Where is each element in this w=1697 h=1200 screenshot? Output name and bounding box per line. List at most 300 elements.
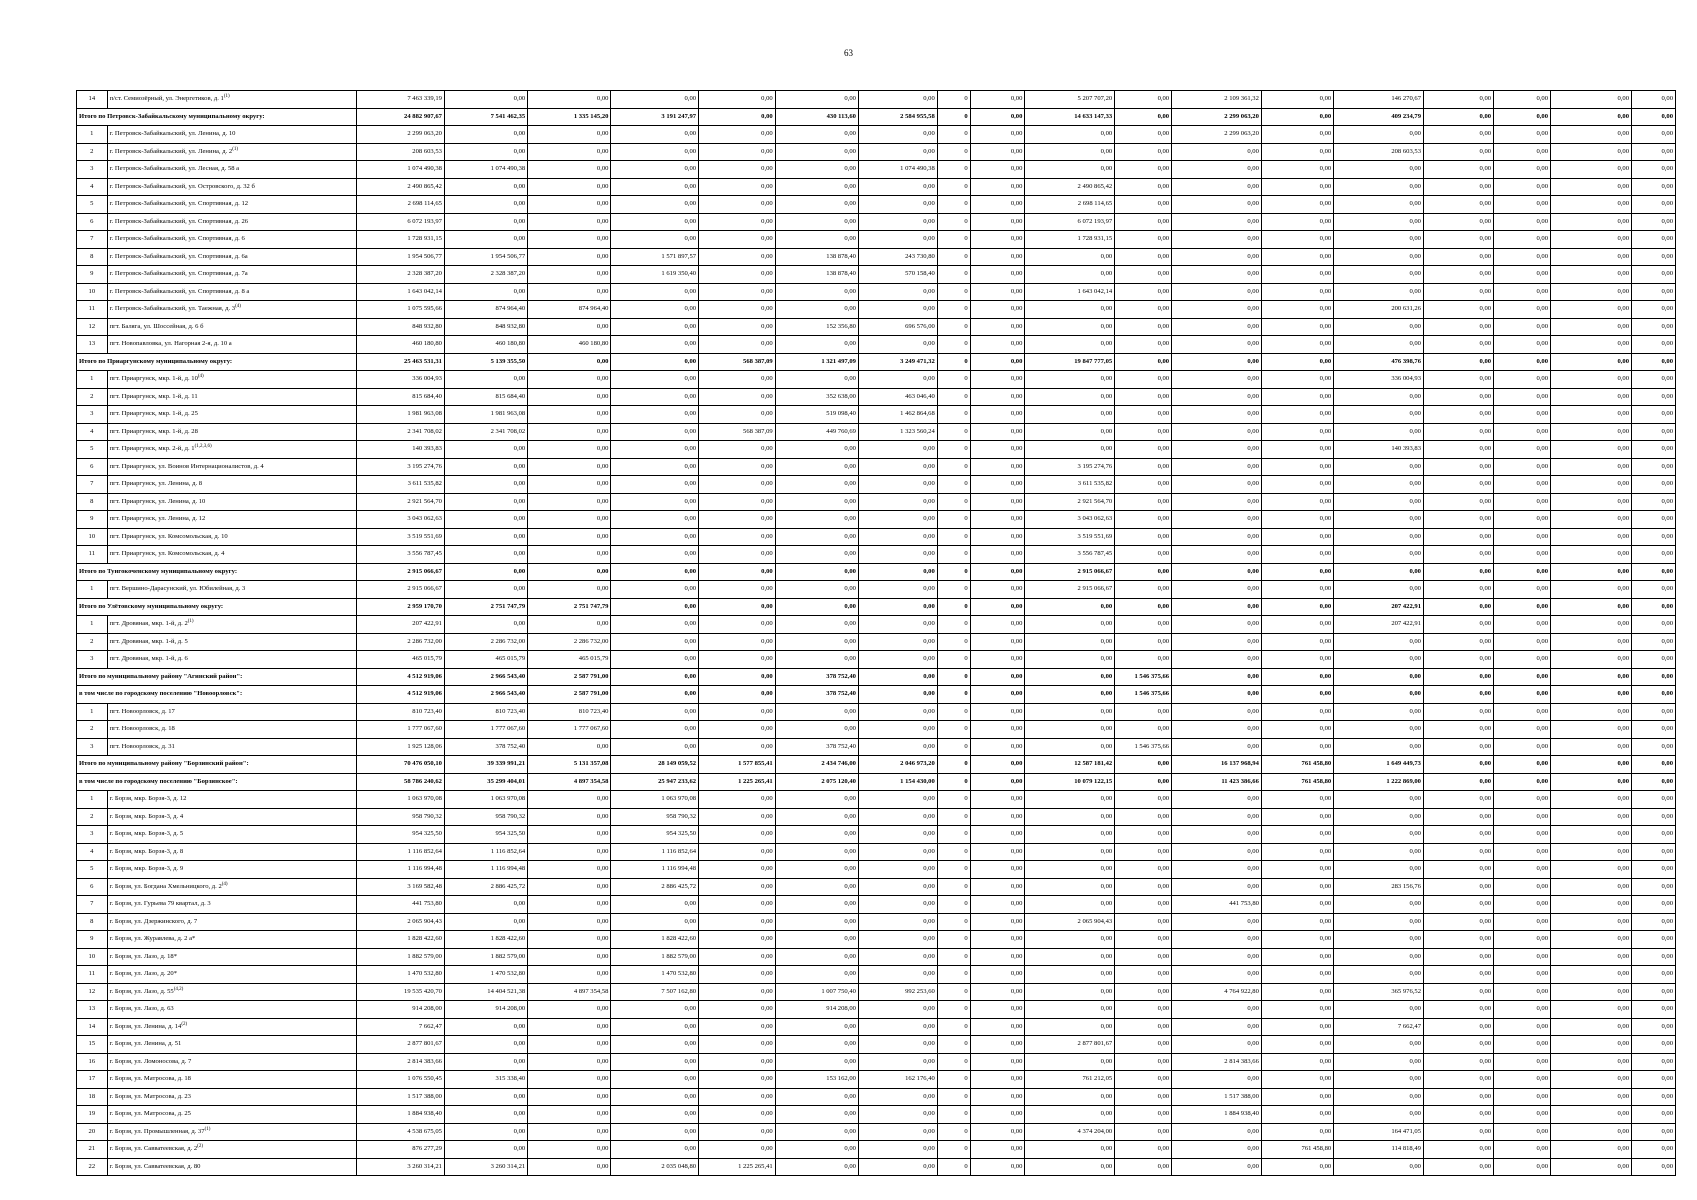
value-cell: 0,00 [528,353,611,371]
value-cell: 0,00 [1551,1053,1632,1071]
table-row [77,248,1676,266]
value-cell: 2 584 955,58 [858,108,937,126]
value-cell: 7 507 162,80 [611,983,699,1001]
value-cell: 0 [937,318,970,336]
value-cell: 0,00 [1632,546,1676,564]
value-cell: 1 225 265,41 [699,773,776,791]
value-cell: 0,00 [1172,423,1262,441]
value-cell: 0,00 [775,843,858,861]
value-cell: 0,00 [1551,633,1632,651]
value-cell: 0,00 [775,598,858,616]
value-cell: 0,00 [1115,896,1172,914]
value-cell: 0,00 [611,458,699,476]
value-cell: 0,00 [775,441,858,459]
value-cell: 0,00 [1551,231,1632,249]
address-text: г. Борзя, ул. Ленина, д. 14 [109,1022,182,1030]
value-cell: 0,00 [611,423,699,441]
value-cell: 0,00 [1494,1088,1551,1106]
value-cell: 0,00 [1551,1018,1632,1036]
value-cell: 2 341 708,02 [444,423,527,441]
value-cell: 0,00 [1551,248,1632,266]
value-cell: 0,00 [1115,1141,1172,1159]
value-cell: 11 423 386,66 [1172,773,1262,791]
value-cell: 0,00 [1551,143,1632,161]
value-cell: 0,00 [970,721,1025,739]
table-row [77,1053,1676,1071]
value-cell: 0,00 [970,318,1025,336]
value-cell: 1 075 595,66 [357,301,445,319]
value-cell: 0,00 [1494,511,1551,529]
value-cell: 0,00 [1261,1088,1333,1106]
value-cell: 0,00 [970,511,1025,529]
address-text: г. Борзя, мкр. Борзя-3, д. 9 [109,865,184,873]
value-cell: 0,00 [970,563,1025,581]
value-cell: 815 684,40 [444,388,527,406]
value-cell: 0,00 [970,738,1025,756]
value-cell: 0,00 [775,143,858,161]
value-cell: 0,00 [1172,878,1262,896]
value-cell: 0,00 [1494,633,1551,651]
value-cell: 0 [937,686,970,704]
value-cell: 0,00 [611,581,699,599]
value-cell: 0,00 [858,143,937,161]
value-cell: 0,00 [1423,1071,1493,1089]
value-cell: 0,00 [1632,196,1676,214]
value-cell: 0,00 [1423,913,1493,931]
value-cell: 1 321 497,09 [775,353,858,371]
value-cell: 0,00 [970,388,1025,406]
value-cell: 1 063 970,08 [357,791,445,809]
value-cell: 0,00 [1025,143,1115,161]
value-cell: 0,00 [1025,441,1115,459]
value-cell: 3 556 787,45 [357,546,445,564]
value-cell: 0,00 [1551,1141,1632,1159]
value-cell: 0,00 [1025,791,1115,809]
address-cell [107,161,357,179]
address-text: г. Борзя, ул. Ленина, д. 51 [109,1040,182,1048]
value-cell: 0,00 [1632,913,1676,931]
value-cell: 0,00 [1115,1053,1172,1071]
value-cell: 0,00 [1494,336,1551,354]
value-cell: 0,00 [444,371,527,389]
value-cell: 25 947 233,62 [611,773,699,791]
value-cell: 0,00 [1334,931,1424,949]
value-cell: 0 [937,1018,970,1036]
value-cell: 0 [937,371,970,389]
value-cell: 0,00 [1172,581,1262,599]
value-cell: 0,00 [1494,1053,1551,1071]
value-cell: 0,00 [1632,108,1676,126]
value-cell: 0,00 [1551,861,1632,879]
value-cell: 0,00 [611,616,699,634]
value-cell: 0 [937,563,970,581]
address-text: г. Борзя, ул. Промышленная, д. 37 [109,1127,205,1135]
value-cell: 0 [937,511,970,529]
value-cell: 0,00 [1423,1001,1493,1019]
value-cell: 0,00 [1172,668,1262,686]
total-row [77,686,1676,704]
value-cell: 0,00 [699,931,776,949]
value-cell: 0,00 [1261,651,1333,669]
value-cell: 761 212,05 [1025,1071,1115,1089]
value-cell: 0,00 [1115,248,1172,266]
footnote-mark: (4) [221,881,228,887]
value-cell: 0,00 [528,178,611,196]
value-cell: 0,00 [1632,301,1676,319]
value-cell: 0 [937,598,970,616]
value-cell: 0,00 [1115,196,1172,214]
value-cell: 0 [937,458,970,476]
total-label: Итого по Улётовскому муниципальному округу: [77,598,357,616]
value-cell: 378 752,40 [444,738,527,756]
value-cell: 0,00 [1115,126,1172,144]
value-cell: 0,00 [1494,283,1551,301]
value-cell: 0,00 [1423,738,1493,756]
value-cell: 1 154 430,00 [858,773,937,791]
value-cell: 0,00 [1632,511,1676,529]
table-row [77,861,1676,879]
value-cell: 0,00 [970,651,1025,669]
value-cell: 0,00 [1494,791,1551,809]
value-cell: 0,00 [1423,651,1493,669]
value-cell: 0,00 [611,283,699,301]
value-cell: 0,00 [858,878,937,896]
table-row [77,126,1676,144]
row-number: 6 [77,458,108,476]
total-row [77,108,1676,126]
value-cell: 0,00 [970,178,1025,196]
value-cell: 0,00 [775,213,858,231]
row-number: 5 [77,441,108,459]
value-cell: 0,00 [1334,546,1424,564]
value-cell: 0,00 [1551,1123,1632,1141]
value-cell: 0,00 [1494,721,1551,739]
value-cell: 0,00 [1334,1071,1424,1089]
value-cell: 7 463 339,19 [357,91,445,109]
value-cell: 0,00 [1115,651,1172,669]
value-cell: 0 [937,493,970,511]
value-cell: 0,00 [699,91,776,109]
address-cell [107,913,357,931]
value-cell: 0,00 [1261,1001,1333,1019]
value-cell: 0,00 [1334,388,1424,406]
value-cell: 28 149 059,52 [611,756,699,774]
total-row [77,353,1676,371]
value-cell: 0,00 [699,406,776,424]
total-row [77,563,1676,581]
table-row [77,1106,1676,1124]
value-cell: 0,00 [970,703,1025,721]
value-cell: 0,00 [1423,861,1493,879]
value-cell: 0,00 [699,983,776,1001]
value-cell: 0,00 [1494,581,1551,599]
address-cell [107,318,357,336]
row-number: 6 [77,213,108,231]
value-cell: 0,00 [1423,668,1493,686]
value-cell: 0,00 [1172,388,1262,406]
value-cell: 0,00 [611,686,699,704]
value-cell: 0,00 [970,1071,1025,1089]
value-cell: 0,00 [1423,878,1493,896]
address-cell [107,143,357,161]
value-cell: 0,00 [444,913,527,931]
value-cell: 0 [937,738,970,756]
value-cell: 1 462 864,68 [858,406,937,424]
value-cell: 848 932,80 [444,318,527,336]
row-number: 1 [77,616,108,634]
value-cell: 1 076 550,45 [357,1071,445,1089]
value-cell: 0,00 [611,353,699,371]
value-cell: 0,00 [699,458,776,476]
value-cell: 0,00 [1423,581,1493,599]
value-cell: 2 286 732,00 [528,633,611,651]
value-cell: 0,00 [444,441,527,459]
value-cell: 0,00 [1115,441,1172,459]
value-cell: 0,00 [699,1018,776,1036]
value-cell: 0,00 [1423,1088,1493,1106]
value-cell: 0,00 [858,126,937,144]
value-cell: 0,00 [1025,896,1115,914]
value-cell: 1 728 931,15 [1025,231,1115,249]
value-cell: 0,00 [1423,336,1493,354]
value-cell: 0,00 [1494,913,1551,931]
address-cell [107,616,357,634]
value-cell: 0,00 [1334,861,1424,879]
value-cell: 0,00 [775,336,858,354]
value-cell: 2 490 865,42 [1025,178,1115,196]
value-cell: 0,00 [1632,458,1676,476]
value-cell: 0,00 [528,231,611,249]
table-row [77,826,1676,844]
total-label: в том числе по городскому поселению "Новоорловск": [77,686,357,704]
row-number: 2 [77,721,108,739]
value-cell: 0,00 [970,91,1025,109]
value-cell: 138 878,40 [775,248,858,266]
value-cell: 2 046 973,20 [858,756,937,774]
value-cell: 0,00 [1423,1106,1493,1124]
value-cell: 0,00 [699,318,776,336]
value-cell: 0,00 [1025,826,1115,844]
value-cell: 7 662,47 [357,1018,445,1036]
value-cell: 430 113,60 [775,108,858,126]
value-cell: 0,00 [528,493,611,511]
value-cell: 208 603,53 [1334,143,1424,161]
value-cell: 0,00 [1115,406,1172,424]
value-cell: 0,00 [1172,1158,1262,1176]
value-cell: 0,00 [1494,91,1551,109]
value-cell: 2 698 114,65 [357,196,445,214]
value-cell: 0,00 [528,511,611,529]
value-cell: 0,00 [1423,983,1493,1001]
value-cell: 4 764 922,80 [1172,983,1262,1001]
value-cell: 0,00 [1261,598,1333,616]
address-text: пгт. Приаргунск, ул. Комсомольская, д. 10 [109,532,228,540]
value-cell: 2 587 791,00 [528,668,611,686]
value-cell: 0,00 [970,581,1025,599]
value-cell: 0,00 [1261,826,1333,844]
value-cell: 0,00 [699,703,776,721]
address-cell [107,231,357,249]
table-row [77,213,1676,231]
value-cell: 0,00 [1261,913,1333,931]
value-cell: 0,00 [1423,1053,1493,1071]
address-cell [107,878,357,896]
value-cell: 5 207 707,20 [1025,91,1115,109]
value-cell: 0 [937,108,970,126]
value-cell: 1 884 938,40 [357,1106,445,1124]
value-cell: 19 847 777,05 [1025,353,1115,371]
value-cell: 2 751 747,79 [528,598,611,616]
value-cell: 0,00 [699,301,776,319]
value-cell: 0,00 [1172,336,1262,354]
value-cell: 0,00 [858,896,937,914]
value-cell: 0,00 [699,878,776,896]
value-cell: 0,00 [1551,1001,1632,1019]
value-cell: 0,00 [775,196,858,214]
value-cell: 1 074 490,38 [357,161,445,179]
value-cell: 0,00 [611,896,699,914]
value-cell: 0,00 [1423,528,1493,546]
table-row [77,301,1676,319]
total-label: Итого по Тунгокоченскому муниципальному округу: [77,563,357,581]
value-cell: 0 [937,756,970,774]
value-cell: 0,00 [1551,213,1632,231]
value-cell: 0,00 [1115,161,1172,179]
value-cell: 0,00 [775,651,858,669]
value-cell: 0,00 [775,896,858,914]
value-cell: 0,00 [1423,371,1493,389]
value-cell: 1 954 506,77 [444,248,527,266]
value-cell: 0,00 [1632,808,1676,826]
value-cell: 162 176,40 [858,1071,937,1089]
value-cell: 1 116 994,48 [611,861,699,879]
value-cell: 0,00 [1172,651,1262,669]
value-cell: 0,00 [1115,581,1172,599]
value-cell: 0,00 [970,1088,1025,1106]
table-row [77,1018,1676,1036]
value-cell: 0,00 [1494,126,1551,144]
value-cell: 0,00 [775,1036,858,1054]
value-cell: 0 [937,1088,970,1106]
value-cell: 0,00 [1551,476,1632,494]
value-cell: 0,00 [699,388,776,406]
value-cell: 0,00 [1551,336,1632,354]
address-text: г. Петровск-Забайкальский, ул. Спортивная, д. 6 [109,235,245,243]
value-cell: 0,00 [1261,178,1333,196]
value-cell: 0,00 [1632,686,1676,704]
value-cell: 2 299 063,20 [357,126,445,144]
value-cell: 0,00 [970,878,1025,896]
table-row [77,178,1676,196]
value-cell: 0,00 [1494,1071,1551,1089]
row-number: 13 [77,336,108,354]
value-cell: 0,00 [858,668,937,686]
value-cell: 0,00 [1334,511,1424,529]
value-cell: 2 886 425,72 [444,878,527,896]
value-cell: 0,00 [775,721,858,739]
value-cell: 0,00 [1115,878,1172,896]
value-cell: 0,00 [1261,1036,1333,1054]
value-cell: 0,00 [528,143,611,161]
value-cell: 0,00 [858,1001,937,1019]
row-number: 18 [77,1088,108,1106]
value-cell: 0 [937,878,970,896]
value-cell: 0,00 [1632,948,1676,966]
value-cell: 0,00 [1423,283,1493,301]
value-cell: 0,00 [1551,406,1632,424]
value-cell: 1 777 067,60 [528,721,611,739]
value-cell: 1 649 449,73 [1334,756,1424,774]
value-cell: 0,00 [1494,983,1551,1001]
value-cell: 0,00 [1172,511,1262,529]
row-number: 13 [77,1001,108,1019]
footnote-mark: (2) [197,1144,204,1150]
value-cell: 954 325,50 [611,826,699,844]
value-cell: 0,00 [1423,966,1493,984]
address-cell [107,1018,357,1036]
address-cell [107,738,357,756]
row-number: 3 [77,406,108,424]
value-cell: 0,00 [1261,511,1333,529]
value-cell: 0,00 [699,231,776,249]
value-cell: 0,00 [970,143,1025,161]
value-cell: 441 753,80 [1172,896,1262,914]
value-cell: 519 098,40 [775,406,858,424]
value-cell: 476 398,76 [1334,353,1424,371]
address-text: пгт. Приаргунск, мкр. 1-й, д. 28 [109,427,198,435]
value-cell: 0,00 [611,633,699,651]
value-cell: 0,00 [1261,931,1333,949]
value-cell: 958 790,32 [357,808,445,826]
value-cell: 914 208,00 [775,1001,858,1019]
value-cell: 1 116 852,64 [611,843,699,861]
value-cell: 0 [937,843,970,861]
value-cell: 2 434 746,00 [775,756,858,774]
value-cell: 0 [937,231,970,249]
value-cell: 0,00 [611,336,699,354]
value-cell: 0,00 [528,896,611,914]
value-cell: 0,00 [1115,231,1172,249]
value-cell: 0,00 [1632,1018,1676,1036]
value-cell: 0,00 [1423,91,1493,109]
value-cell: 0,00 [1261,581,1333,599]
row-number: 5 [77,861,108,879]
value-cell: 0,00 [1261,686,1333,704]
address-cell [107,896,357,914]
value-cell: 0,00 [1551,196,1632,214]
address-cell [107,948,357,966]
register-table [76,90,1676,1176]
value-cell: 0,00 [1494,196,1551,214]
value-cell: 0,00 [970,108,1025,126]
address-text: г. Борзя, ул. Гурьева 79 квартал, д. 3 [109,900,211,908]
value-cell: 0,00 [1115,756,1172,774]
value-cell: 3 519 551,69 [1025,528,1115,546]
value-cell: 0,00 [444,1141,527,1159]
value-cell: 0,00 [444,1088,527,1106]
value-cell: 0,00 [1551,178,1632,196]
row-number: 2 [77,808,108,826]
value-cell: 0,00 [1334,686,1424,704]
address-text: г. Борзя, ул. Матросова, д. 25 [109,1110,191,1118]
table-row [77,1123,1676,1141]
value-cell: 0,00 [1334,161,1424,179]
value-cell: 4 897 354,58 [528,983,611,1001]
row-number: 4 [77,843,108,861]
value-cell: 0,00 [611,1018,699,1036]
value-cell: 0,00 [1423,948,1493,966]
table-row [77,913,1676,931]
